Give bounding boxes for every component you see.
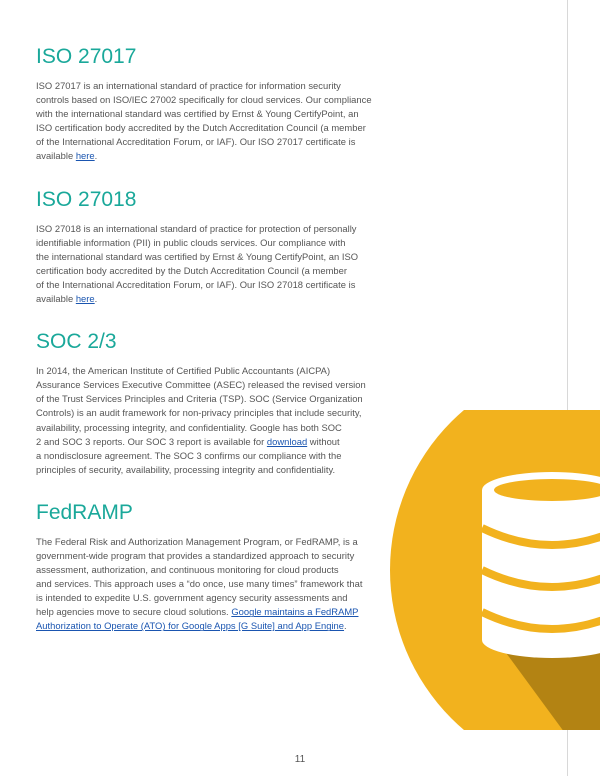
soc3-download-link[interactable]: download xyxy=(266,435,308,447)
section-heading: ISO 27018 xyxy=(36,187,137,211)
section-soc xyxy=(36,329,386,477)
database-stack-icon xyxy=(390,410,600,730)
section-body: ISO 27018 is an international standard of practice for protection of personally identifiable information (PII) in public clouds services. Our compliance with the international standard was certified by Ernst & Young CertifyPoint, an ISO certification body accredited by the Dutch Accreditation Council (a member of the International Accreditation Forum, or IAF). Our ISO 27018 certificate is available here. xyxy=(36,222,359,305)
section-heading: SOC 2/3 xyxy=(36,330,117,354)
section-heading: ISO 27017 xyxy=(36,45,137,68)
fedramp-ato-link-continued[interactable]: Authorization to Operate (ATO) for Google Apps [G Suite] and App Engine xyxy=(36,620,345,632)
iso-27018-certificate-link[interactable]: here xyxy=(75,293,95,305)
section-body: The Federal Risk and Authorization Management Program, or FedRAMP, is a government-wide program that provides a standardized approach to security assessment, authorization, and continuous monitoring for cloud products and services. This approach uses a “do once, use many times” framework that is intended to expedite U.S. government agency security assessments and help agencies move to secure cloud solutions. Google maintains a FedRAMP Authorization to Operate (ATO) for Google Apps [G Suite] and App Engine. xyxy=(36,535,363,632)
section-body: ISO 27017 is an international standard of practice for information security controls based on ISO/IEC 27002 specifically for cloud services. Our compliance with the international standard was certified by Ernst & Young CertifyPoint, an ISO certification body accredited by the Dutch Accreditation Council (a member of the International Accreditation Forum, or IAF). Our ISO 27017 certificate is available here. xyxy=(36,80,372,162)
database-disks xyxy=(482,472,600,658)
section-fedramp xyxy=(36,500,386,634)
fedramp-line-with-link: help agencies move to secure cloud solutions. Google maintains a FedRAMP xyxy=(36,606,359,618)
main-content xyxy=(36,44,386,634)
soc-line-with-link: 2 and SOC 3 reports. Our SOC 3 report is available for download without xyxy=(36,435,340,447)
section-iso-27017 xyxy=(36,44,386,164)
iso-27017-certificate-link[interactable]: here xyxy=(75,150,95,162)
fedramp-ato-link[interactable]: Google maintains a FedRAMP xyxy=(231,606,359,618)
section-body: In 2014, the American Institute of Certified Public Accountants (AICPA) Assurance Services Executive Committee (ASEC) released the revised version of the Trust Services Principles and Criteria (TSP). SOC (Service Organization Controls) is an audit framework for non-privacy principles that include security, availability, processing integrity, and confidentiality. Google has both SOC 2 and SOC 3 reports. Our SOC 3 report is available for download without a nondisclosure agreement. The SOC 3 confirms our compliance with the principles of security, availability, processing integrity and confidentiality. xyxy=(36,365,366,475)
section-iso-27018 xyxy=(36,187,386,307)
section-heading: FedRAMP xyxy=(36,500,133,524)
page-number: 11 xyxy=(294,754,306,765)
